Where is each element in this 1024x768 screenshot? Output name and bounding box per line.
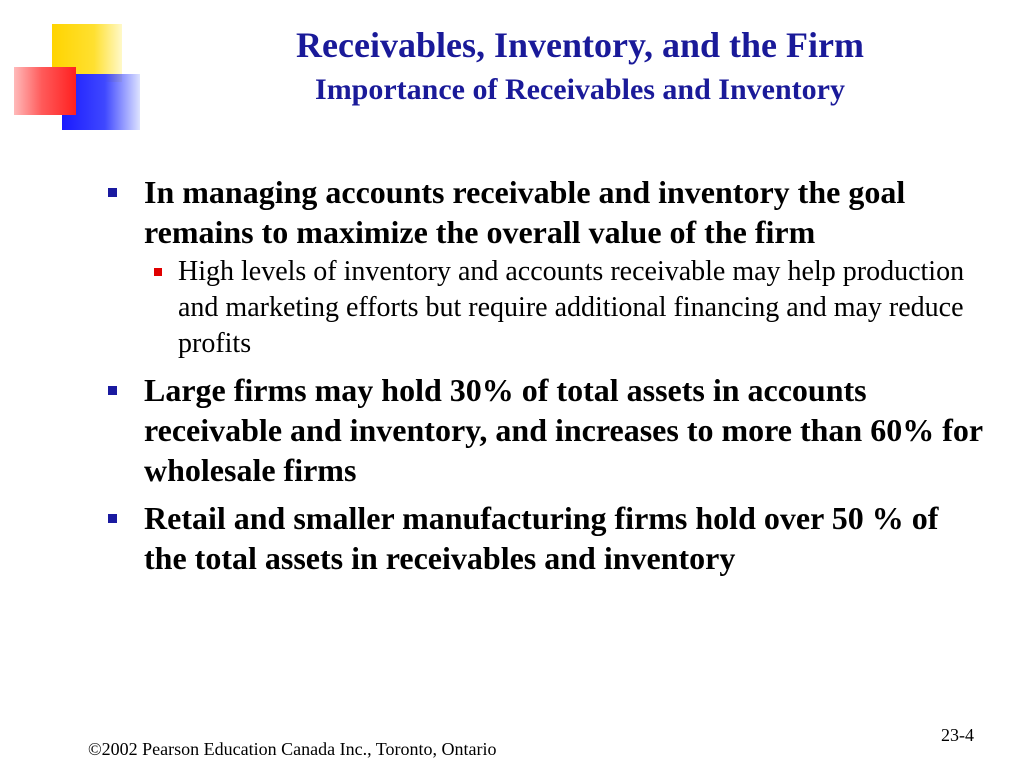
copyright-footer: ©2002 Pearson Education Canada Inc., Toronto, Ontario xyxy=(88,739,497,759)
slide-body xyxy=(108,172,988,578)
slide-subtitle: Importance of Receivables and Inventory xyxy=(315,73,845,106)
slide-title: Receivables, Inventory, and the Firm xyxy=(296,25,864,65)
square-bullet-icon xyxy=(108,386,117,395)
square-bullet-icon xyxy=(108,188,117,197)
bullet-item xyxy=(108,172,988,252)
slide-number: 23-4 xyxy=(941,725,974,745)
logo-red-square xyxy=(14,67,76,115)
square-bullet-icon xyxy=(108,514,117,523)
bullet-item xyxy=(108,370,988,490)
bullet-text: In managing accounts receivable and inventory the goal remains to maximize the overall value of the firm xyxy=(144,174,906,250)
bullet-text: Retail and smaller manufacturing firms hold over 50 % of the total assets in receivables and inventory xyxy=(144,500,939,576)
decorative-logo-blocks xyxy=(0,0,150,140)
square-sub-bullet-icon xyxy=(154,268,162,276)
bullet-item xyxy=(108,498,988,578)
slide-header xyxy=(200,20,960,110)
sub-bullet-item xyxy=(154,254,988,362)
sub-bullet-text: High levels of inventory and accounts receivable may help production and marketing efforts but require additional financing and may reduce profits xyxy=(178,256,965,359)
bullet-text: Large firms may hold 30% of total assets in accounts receivable and inventory, and increases to more than 60% for wholesale firms xyxy=(144,372,983,488)
